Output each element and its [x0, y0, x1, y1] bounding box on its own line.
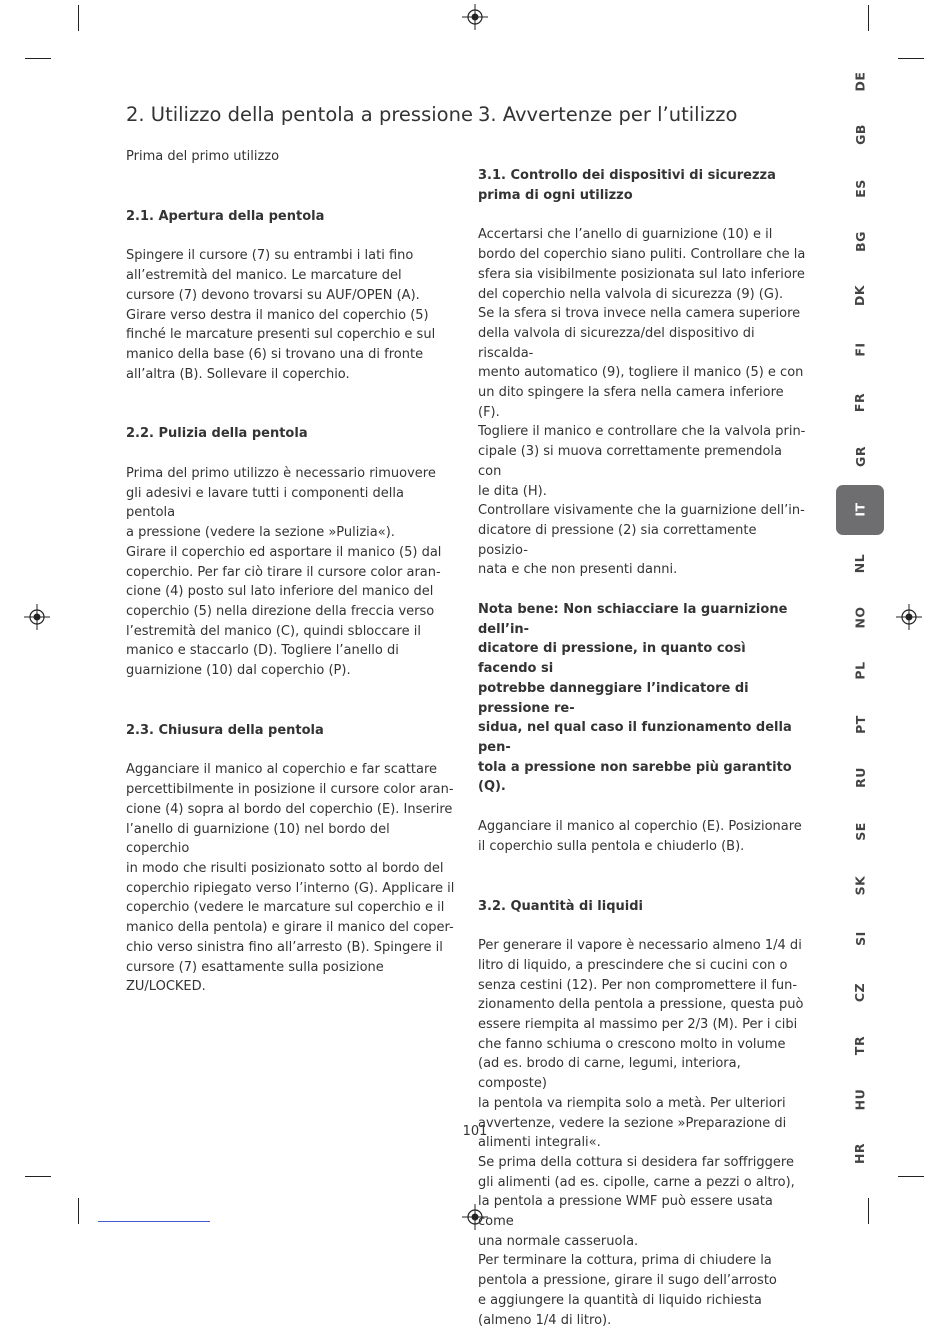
language-tab-label: GB	[852, 124, 868, 145]
crop-mark	[78, 5, 79, 31]
language-tab-label: GR	[852, 445, 868, 467]
language-tab-de[interactable]	[836, 56, 884, 106]
language-tab-no[interactable]	[836, 592, 884, 642]
section-3-2-body: Per generare il vapore è necessario almeno 1/4 di litro di liquido, a prescindere che si cucini con o senza cestini (12). Per non compromettere il fun- zionamento della pentola a pressione, questa può essere riempita al massimo per 2/3 (M). Per i cibi che fanno schiuma o crescono molto in volume (ad es. brodo di carne, legumi, interiora, composte) la pentola va riempita solo a metà. Per ulteriori avvertenze, vedere la sezione »Preparazione di alimenti integrali«. Se prima della cottura si desidera far soffriggere gli alimenti (ad es. cipolle, carne a pezzi o altro), la pentola a pressione WMF può essere usata come una normale casseruola. Per terminare la cottura, prima di chiudere la pentola a pressione, girare il sugo dell’arrosto e aggiungere la quantità di liquido richiesta (almeno 1/4 di litro).	[478, 938, 804, 1328]
page-number: 101	[462, 1124, 488, 1139]
registration-mark-icon	[24, 604, 50, 630]
section-2-3-heading: 2.3. Chiusura della pentola	[126, 722, 324, 738]
language-tab-label: SK	[852, 875, 868, 895]
crop-mark	[898, 58, 924, 59]
registration-mark-icon	[462, 4, 488, 30]
language-tab-fi[interactable]	[836, 324, 884, 374]
section-2-2-body: Prima del primo utilizzo è necessario rimuovere gli adesivi e lavare tutti i componenti della pentola a pressione (vedere la sezione »Pulizia«). Girare il coperchio ed asportare il manico (5) dal coperchio. Per far ciò tirare il cursore color aran- cione (4) posto sul lato inferiore del manico del coperchio (5) nella direzione della freccia verso l’estremità del manico (C), quindi sbloccare il manico e staccarlo (D). Togliere l’anello di guarnizione (10) dal coperchio (P).	[126, 466, 442, 679]
registration-mark-icon	[896, 604, 922, 630]
safety-note: Nota bene: Non schiacciare la guarnizione dell’in- dicatore di pressione, in quanto così facendo si potrebbe danneggiare l’indicatore di pressione re- sidua, nel qual caso il funzionamento della pen- tola a pressione non sarebbe più garantito (Q).	[478, 602, 792, 795]
language-tab-cz[interactable]	[836, 967, 884, 1017]
language-tab-bg[interactable]	[836, 217, 884, 267]
language-tab-se[interactable]	[836, 806, 884, 856]
language-tab-label: HU	[852, 1088, 868, 1111]
language-tab-fr[interactable]	[836, 378, 884, 428]
section-3-title: 3. Avvertenze per l’utilizzo	[478, 103, 738, 126]
language-tab-sk[interactable]	[836, 860, 884, 910]
language-tab-tr[interactable]	[836, 1021, 884, 1071]
language-tab-label: CZ	[852, 982, 868, 1002]
language-tab-label: HR	[852, 1142, 868, 1164]
section-3-1-closing: Agganciare il manico al coperchio (E). Posizionare il coperchio sulla pentola e chiuderlo (B).	[478, 819, 802, 854]
language-tab-pl[interactable]	[836, 646, 884, 696]
language-tab-nl[interactable]	[836, 538, 884, 588]
language-tab-it[interactable]	[836, 485, 884, 535]
language-tab-label: IT	[852, 502, 868, 517]
language-tab-hu[interactable]	[836, 1074, 884, 1124]
language-tab-label: BG	[852, 231, 868, 253]
section-2-3-body: Agganciare il manico al coperchio e far scattare percettibilmente in posizione il cursore color aran- cione (4) sopra al bordo del coperchio (E). Inserire l’anello di guarnizione (10) nel bordo del coperchio in modo che risulti posizionato sotto al bordo del coperchio ripiegato verso l’interno (G). Applicare il coperchio (vedere le marcature sul coperchio e il manico della pentola) e girare il manico del coper- chio verso sinistra fino all’arresto (B). Spingere il cursore (7) esattamente sulla posizione ZU/LOCKED.	[126, 762, 455, 995]
language-tab-es[interactable]	[836, 163, 884, 213]
section-3-2-heading: 3.2. Quantità di liquidi	[478, 898, 643, 914]
language-tab-label: SI	[852, 931, 868, 946]
left-column	[126, 100, 473, 997]
language-tab-si[interactable]	[836, 914, 884, 964]
language-tab-label: PL	[852, 661, 868, 680]
language-tab-label: NL	[852, 553, 868, 574]
language-tab-label: TR	[852, 1036, 868, 1056]
section-3-1-body: Accertarsi che l’anello di guarnizione (10) e il bordo del coperchio siano puliti. Controllare che la sfera sia visibilmente posizionata sul lato inferiore del coperchio nella valvola di sicurezza (9) (G). Se la sfera si trova invece nella camera superiore della valvola di sicurezza/del dispositivo di riscalda- mento automatico (9), togliere il manico (5) e con un dito spingere la sfera nella camera inferiore (F). Togliere il manico e controllare che la valvola prin- cipale (3) si muova correttamente premendola con le dita (H). Controllare visivamente che la guarnizione dell’in- dicatore di pressione (2) sia correttamente posizio- nata e che non presenti danni.	[478, 227, 806, 578]
section-3-1-heading: 3.1. Controllo dei dispositivi di sicurezza prima di ogni utilizzo	[478, 168, 776, 203]
crop-mark	[868, 1198, 869, 1224]
language-tab-label: NO	[852, 605, 868, 629]
language-tab-gr[interactable]	[836, 431, 884, 481]
section-2-title: 2. Utilizzo della pentola a pressione	[126, 103, 473, 126]
language-tab-label: SE	[852, 822, 868, 841]
right-column	[478, 100, 808, 1330]
language-tab-label: FI	[852, 341, 868, 357]
language-tab-label: DE	[852, 71, 868, 91]
crop-mark	[25, 1176, 51, 1177]
section-2-2-heading: 2.2. Pulizia della pentola	[126, 426, 308, 442]
language-tab-dk[interactable]	[836, 270, 884, 320]
section-2-1-body: Spingere il cursore (7) su entrambi i lati fino all’estremità del manico. Le marcature del cursore (7) devono trovarsi su AUF/OPEN (A). Girare verso destra il manico del coperchio (5) finché le marcature presenti sul coperchio e sul manico della base (6) si trovano una di fronte all’altra (B). Sollevare il coperchio.	[126, 248, 436, 382]
language-tab-pt[interactable]	[836, 699, 884, 749]
language-tab-label: RU	[852, 767, 868, 789]
language-tab-label: ES	[852, 178, 868, 198]
language-tab-hr[interactable]	[836, 1128, 884, 1178]
section-2-1-heading: 2.1. Apertura della pentola	[126, 208, 325, 224]
language-tab-label: DK	[852, 284, 868, 306]
intro-text: Prima del primo utilizzo	[126, 149, 280, 164]
language-tab-label: PT	[852, 714, 868, 734]
crop-mark	[25, 58, 51, 59]
crop-mark	[868, 5, 869, 31]
crop-mark	[78, 1198, 79, 1224]
language-tab-gb[interactable]	[836, 110, 884, 160]
crop-mark	[898, 1176, 924, 1177]
language-tab-ru[interactable]	[836, 753, 884, 803]
language-tab-label: FR	[852, 393, 868, 413]
link-underline	[98, 1221, 210, 1222]
